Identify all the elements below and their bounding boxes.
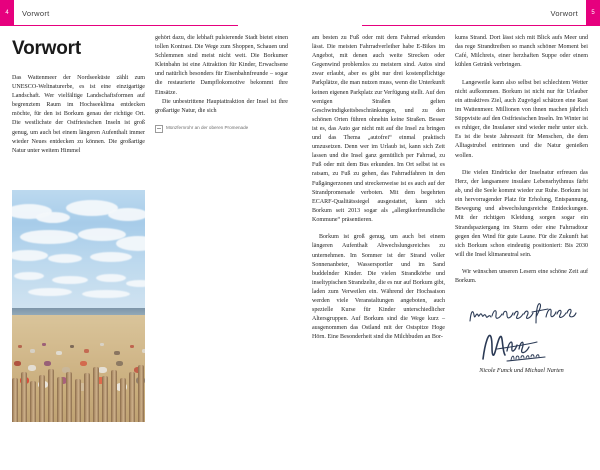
paragraph: Die vielen Eindrücke der Inselnatur erfreuen das Herz, der langsamere insulare Lebensrhythmus färbt ab, und die Seele kommt wieder zur Ruhe. Borkum ist ein hervorragender Platz für Erholung, Entspannung, Bewegung und abwechslungsreiche Entdeckungen. Mit der richtigen Kleidung sorgen sogar ein Strandspaziergang im Sturm oder eine Fahrradtour gegen den Wind für gute Laune. Für die Zukunft hat sich Borkum schon eindeutig positioniert: Bis 2030 will die Insel klimaneutral sein. <box>455 170 588 258</box>
right-running-head <box>300 0 600 26</box>
right-column-2 <box>455 34 588 460</box>
paragraph: gehört dazu, die lebhaft pulsierende Stadt bietet einen tollen Kontrast. Die Wege zum Shoppen, Schauen und Schlemmen sind meist nicht weit. Die Borkumer Kleinbahn ist eine Attraktion für Kinder, Erwachsene und natürlich besonders für Eisenbahnfreunde – sogar die restaurierte Dampflokomotive bekommt ihre Einsätze. <box>155 35 288 96</box>
beach-photo <box>12 190 145 422</box>
paragraph: am besten zu Fuß oder mit dem Fahrrad erkunden lässt. Die meisten Fahrradverleiher habe E-Bikes im Angebot, mit denen auch weite Strecken oder Gegenwind problemlos zu meistern sind. Autos sind zwar erlaubt, aber es gibt nur drei kostenpflichtige Parkplätze, die man nutzen muss, wenn die Unterkunft keinen eigenen Parkplatz zur Verfügung stellt. Auf den wenigen Straßen gelten Geschwindigkeitsbeschränkungen, und zu den schönen Orten führen ohnehin keine Straßen. Besser ist es, das Auto gar nicht mit auf die Insel zu bringen und das Thema „autofrei“ einmal praktisch umzusetzen. Denn wer im Urlaub ist, kann sich Zeit lassen und die Insel ganz gemütlich per Fahrrad, zu Fuß oder mit dem Bus erkunden. Im Ort selbst ist es ratsam, zu Fuß zu gehen, das Fahrradfahren in den Fußgängerzonen und streckenweise ist es auch auf der Strandpromenade verboten. Mit dem begehrten ECARF-Qualitätssiegel ausgestattet, kann sich Borkum seit 2013 sogar als „allergikerfreundliche Kommune“ präsentieren. <box>312 35 445 223</box>
paragraph: Borkum ist groß genug, um auch bei einem längeren Aufenthalt Abwechslungsreiches zu unternehmen. Im Sommer ist der Strand voller Sonnenanbeter, Wassersportler und im Sand buddelnder Kinder. Die vielen Strandkörbe und inseltypischen Strandzelte, die es nur auf Borkum gibt, laden zum Verweilen ein. Während der Hochsaison werden viele Veranstaltungen angeboten, auch spezielle Kurse für Kinder unterschiedlicher Altersgruppen. Auf Borkum sind die Wege kurz – ausgenommen das Ostland mit der Ostspitze Hoge Hörn. Eine Besonderheit sind die Milchbuden an Bor- <box>312 234 445 341</box>
page-number-left: 4 <box>0 0 14 26</box>
running-head-label-right: Vorwort <box>550 8 578 18</box>
signature-block <box>455 299 588 374</box>
paragraph: Wir wünschen unseren Lesern eine schöne Zeit auf Borkum. <box>455 269 588 285</box>
right-page <box>300 0 600 470</box>
left-column-2 <box>155 34 288 460</box>
photo-fence <box>12 360 145 422</box>
signature-names: Nicole Funck und Michael Narten <box>479 366 564 374</box>
photo-caption-text: Münzfernrohr an der oberen Promenade <box>166 124 249 130</box>
paragraph: Langeweile kann also selbst bei schlechtem Wetter nicht aufkommen. Borkum ist nicht nur für Urlauber ein attraktives Ziel, auch Zugvögel schätzen eine Rast im Wattenmeer. Millionen von ihnen machen jährlich Stippvisite auf den Ostfriesischen Inseln. Im Winter ist es ruhiger, die Insulaner sind wieder mehr unter sich. Es ist die beste Jahreszeit für Menschen, die dem Alltagstrubel entrinnen und die Natur genießen wollen. <box>455 79 588 159</box>
signature-nicole-funck <box>466 299 578 329</box>
left-page-columns <box>12 34 288 460</box>
left-column-1 <box>12 34 145 460</box>
page-title: Vorwort <box>12 38 81 59</box>
paragraph: kums Strand. Dort lässt sich mit Blick aufs Meer und das rege Strandtreiben so manch schöner Moment bei Café, Milchreis, einer herzhaften Suppe oder einem kühlen Getränk verbringen. <box>455 35 588 69</box>
paragraph: Die unbestrittene Hauptattraktion der Insel ist ihre großartige Natur, die sich <box>155 98 288 114</box>
header-rule-left <box>14 25 238 26</box>
right-column-1 <box>312 34 445 460</box>
header-rule-right <box>362 25 586 26</box>
left-running-head <box>0 0 300 26</box>
signature-michael-narten <box>477 329 567 363</box>
photo-caption <box>155 125 288 134</box>
photo-sea <box>12 308 145 315</box>
right-page-columns <box>312 34 588 460</box>
running-head-label-left: Vorwort <box>22 8 50 18</box>
photo-sky <box>12 190 145 308</box>
page-number-right: 5 <box>586 0 600 26</box>
paragraph: Das Wattenmeer der Nordseeküste zählt zum UNESCO-Weltnaturerbe, es ist eine einzigartige Landschaft. Wer vielfältige Landschaftsformen auf begrenztem Raum im Hochseeklima entdecken möchte, für den ist Borkum genau der richtige Ort. Die westlichste der Ostfriesischen Inseln ist groß genug, um auch bei einem längeren Aufenthalt immer wieder Neues entdecken zu können. Die großartige Natur unter weitem Himmel <box>12 75 145 154</box>
photo-caption-icon <box>155 125 163 133</box>
